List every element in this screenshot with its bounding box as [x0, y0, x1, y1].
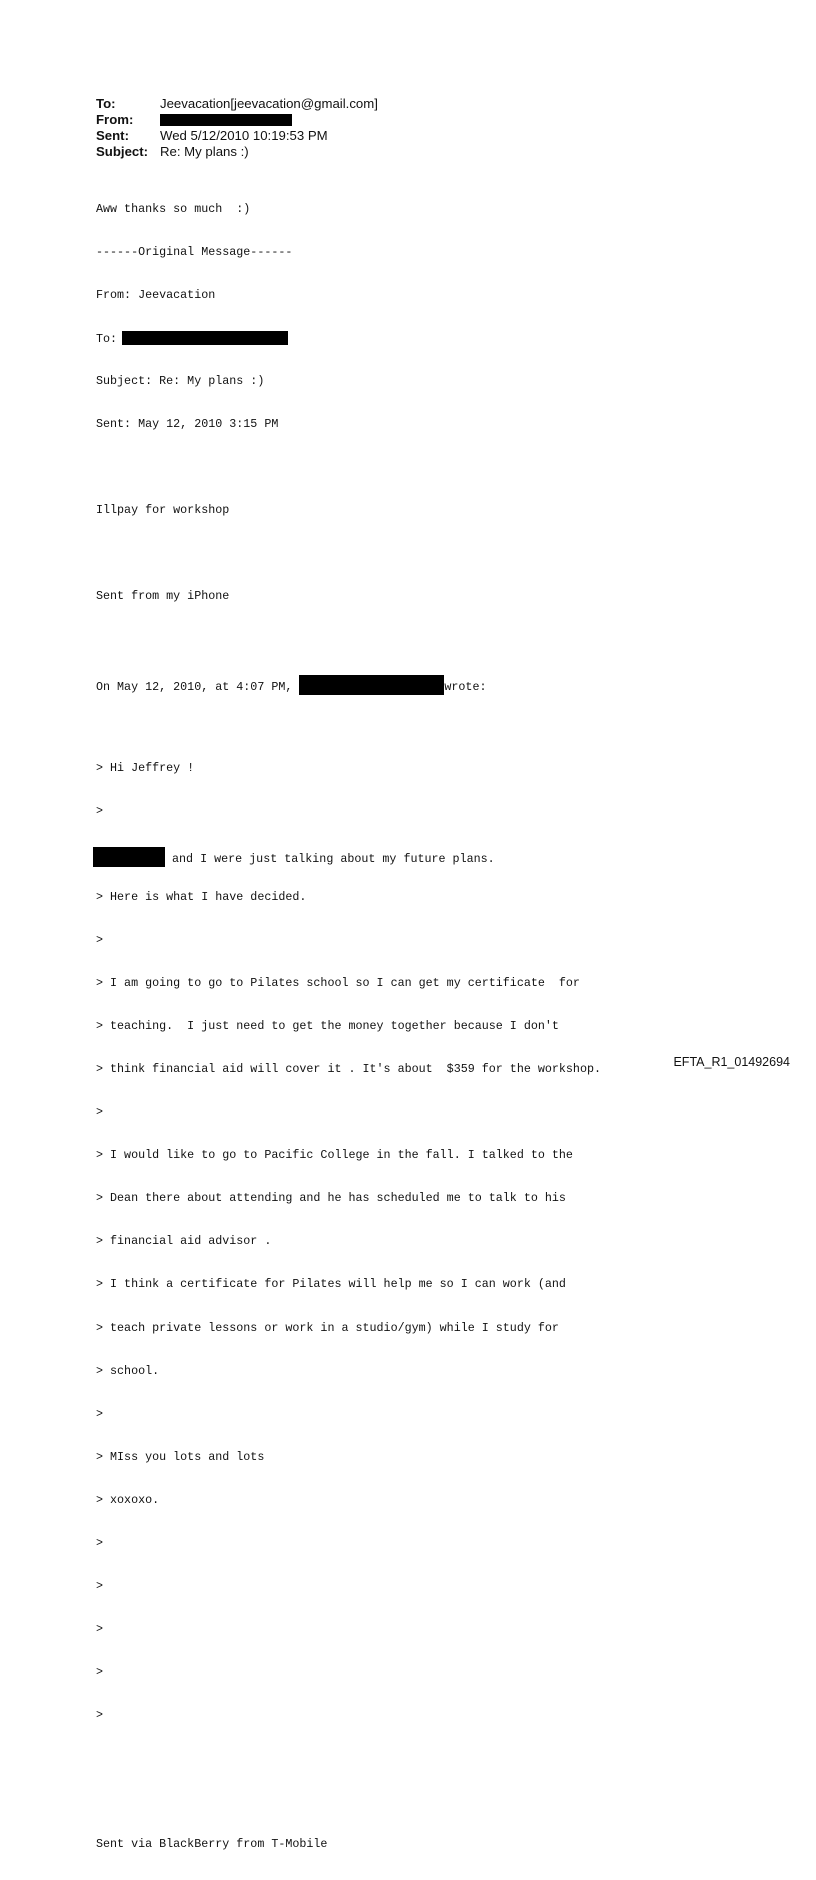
to-value: Jeevacation[jeevacation@gmail.com]	[160, 96, 378, 111]
from-label: From:	[96, 112, 134, 127]
original-to-row	[96, 331, 601, 345]
blank-line	[96, 718, 601, 732]
redaction-block	[160, 114, 292, 126]
quoted-line: > MIss you lots and lots	[96, 1449, 265, 1464]
blank-line	[96, 546, 601, 560]
quoted-line: >	[96, 1621, 104, 1636]
subject-value: Re: My plans :)	[160, 144, 249, 159]
original-to-label: To:	[96, 331, 118, 346]
original-from: From: Jeevacation	[96, 287, 216, 302]
quoted-line: > financial aid advisor .	[96, 1234, 272, 1249]
email-body	[96, 173, 601, 1880]
quoted-line: >	[96, 1664, 104, 1679]
redaction-block	[299, 675, 444, 695]
quoted-line: >	[96, 1105, 104, 1120]
quoted-line: > xoxoxo.	[96, 1492, 160, 1507]
quoted-line: > teach private lessons or work in a studio/gym) while I study for	[96, 1320, 559, 1335]
quoted-line: > think financial aid will cover it . It's about $359 for the workshop.	[96, 1062, 601, 1077]
redaction-block	[122, 331, 288, 345]
on-date-row	[96, 675, 601, 695]
from-value-redacted	[160, 112, 292, 128]
quoted-line: > Hi Jeffrey !	[96, 761, 195, 776]
blank-line	[96, 1794, 601, 1808]
blank-line	[96, 460, 601, 474]
quoted-line: > Dean there about attending and he has scheduled me to talk to his	[96, 1191, 566, 1206]
original-message-divider: ------Original Message------	[96, 244, 293, 259]
on-date-prefix: On May 12, 2010, at 4:07 PM,	[96, 680, 293, 695]
quoted-line: > teaching. I just need to get the money together because I don't	[96, 1019, 559, 1034]
original-sent: Sent: May 12, 2010 3:15 PM	[96, 416, 279, 431]
to-label: To:	[96, 96, 116, 111]
blank-line	[96, 632, 601, 646]
quoted-line: > I am going to go to Pilates school so I can get my certificate for	[96, 976, 580, 991]
original-subject: Subject: Re: My plans :)	[96, 373, 265, 388]
quoted-line-redacted	[96, 847, 601, 867]
quoted-line: > school.	[96, 1363, 160, 1378]
pay-line: Illpay for workshop	[96, 502, 230, 517]
quoted-line: >	[96, 933, 104, 948]
sent-value: Wed 5/12/2010 10:19:53 PM	[160, 128, 328, 143]
quoted-line: >	[96, 804, 104, 819]
quoted-line: >	[96, 1707, 104, 1722]
subject-label: Subject:	[96, 144, 149, 159]
quoted-line: >	[96, 1578, 104, 1593]
quoted-line: >	[96, 1535, 104, 1550]
quoted-line: > I would like to go to Pacific College in the fall. I talked to the	[96, 1148, 573, 1163]
quoted-line: > Here is what I have decided.	[96, 890, 307, 905]
quoted-line: >	[96, 1406, 104, 1421]
reply-line: Aww thanks so much :)	[96, 201, 251, 216]
sent-label: Sent:	[96, 128, 129, 143]
quoted-line-suffix: and I were just talking about my future plans.	[165, 852, 495, 867]
quoted-line: > I think a certificate for Pilates will help me so I can work (and	[96, 1277, 566, 1292]
redaction-block	[93, 847, 165, 867]
iphone-signature: Sent from my iPhone	[96, 588, 230, 603]
on-date-suffix: wrote:	[444, 680, 487, 695]
blank-line	[96, 1751, 601, 1765]
blackberry-signature: Sent via BlackBerry from T-Mobile	[96, 1836, 328, 1851]
document-id: EFTA_R1_01492694	[673, 1055, 790, 1069]
